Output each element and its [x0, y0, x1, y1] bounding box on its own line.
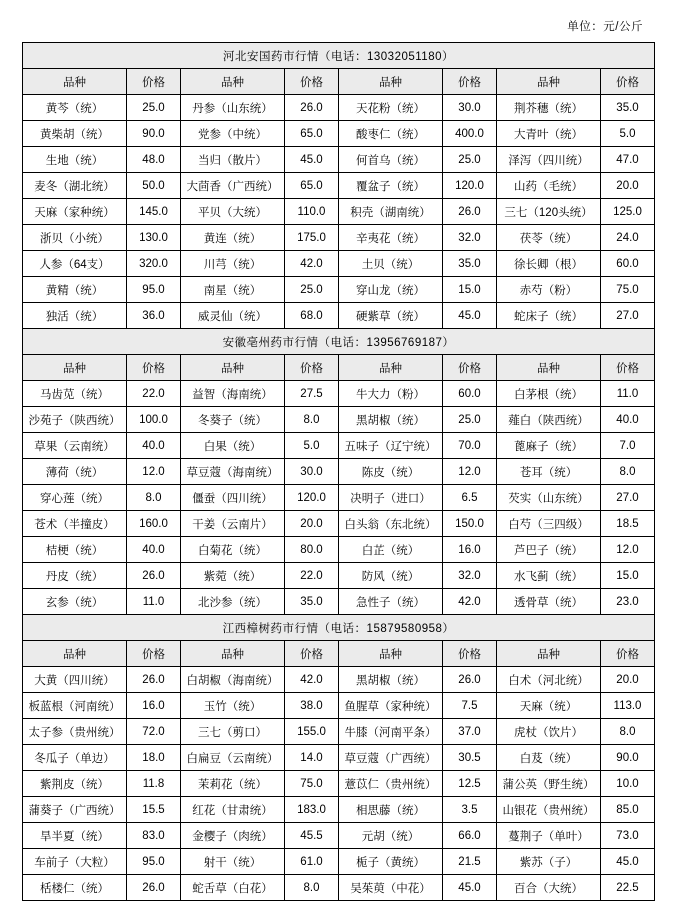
table-row: [23, 251, 655, 277]
herb-name-cell: 芦巴子（统）: [497, 537, 601, 563]
table-row: [23, 147, 655, 173]
section-title: 河北安国药市行情（电话：13032051180）: [23, 43, 655, 69]
herb-price-cell: 22.0: [285, 563, 339, 589]
herb-price-cell: 400.0: [443, 121, 497, 147]
herb-name-cell: 大青叶（统）: [497, 121, 601, 147]
herb-name-cell: 白术（河北统）: [497, 667, 601, 693]
herb-name-cell: 赤芍（粉）: [497, 277, 601, 303]
herb-name-cell: 黄精（统）: [23, 277, 127, 303]
herb-price-cell: 40.0: [127, 433, 181, 459]
herb-price-cell: 15.0: [443, 277, 497, 303]
herb-name-cell: 牛大力（粉）: [339, 381, 443, 407]
herb-name-cell: 天花粉（统）: [339, 95, 443, 121]
herb-name-cell: 积壳（湖南统）: [339, 199, 443, 225]
herb-price-cell: 125.0: [601, 199, 655, 225]
herb-price-cell: 16.0: [127, 693, 181, 719]
herb-price-cell: 175.0: [285, 225, 339, 251]
herb-name-cell: 苍术（半撞皮）: [23, 511, 127, 537]
herb-price-cell: 120.0: [443, 173, 497, 199]
table-row: [23, 95, 655, 121]
table-row: [23, 823, 655, 849]
herb-price-cell: 18.0: [127, 745, 181, 771]
herb-name-cell: 北沙参（统）: [181, 589, 285, 615]
herb-price-cell: 35.0: [285, 589, 339, 615]
herb-name-cell: 栝楼仁（统）: [23, 875, 127, 901]
herb-name-cell: 元胡（统）: [339, 823, 443, 849]
herb-price-cell: 30.0: [285, 459, 339, 485]
herb-price-cell: 60.0: [443, 381, 497, 407]
herb-price-cell: 36.0: [127, 303, 181, 329]
herb-price-cell: 26.0: [443, 667, 497, 693]
table-row: [23, 459, 655, 485]
herb-name-cell: 草豆蔻（海南统）: [181, 459, 285, 485]
herb-price-cell: 183.0: [285, 797, 339, 823]
table-row: [23, 667, 655, 693]
herb-name-cell: 白芷（统）: [339, 537, 443, 563]
herb-price-cell: 45.5: [285, 823, 339, 849]
herb-name-cell: 射干（统）: [181, 849, 285, 875]
herb-name-cell: 威灵仙（统）: [181, 303, 285, 329]
herb-price-cell: 95.0: [127, 849, 181, 875]
column-header-price: 价格: [127, 69, 181, 95]
herb-price-cell: 75.0: [601, 277, 655, 303]
herb-price-cell: 11.0: [127, 589, 181, 615]
herb-price-cell: 12.0: [127, 459, 181, 485]
herb-price-cell: 22.0: [127, 381, 181, 407]
table-row: [23, 875, 655, 901]
herb-name-cell: 紫荆皮（统）: [23, 771, 127, 797]
column-header-row: [23, 355, 655, 381]
section-title-row: [23, 43, 655, 69]
herb-name-cell: 平贝（大统）: [181, 199, 285, 225]
herb-name-cell: 鱼腥草（家种统）: [339, 693, 443, 719]
column-header-price: 价格: [443, 641, 497, 667]
herb-price-cell: 30.0: [443, 95, 497, 121]
herb-name-cell: 党参（中统）: [181, 121, 285, 147]
column-header-name: 品种: [181, 69, 285, 95]
herb-name-cell: 紫苏（子）: [497, 849, 601, 875]
herb-name-cell: 白果（统）: [181, 433, 285, 459]
herb-price-cell: 60.0: [601, 251, 655, 277]
herb-price-cell: 15.0: [601, 563, 655, 589]
herb-price-cell: 45.0: [443, 303, 497, 329]
herb-price-cell: 24.0: [601, 225, 655, 251]
table-row: [23, 719, 655, 745]
herb-name-cell: 薏苡仁（贵州统）: [339, 771, 443, 797]
unit-note: 单位：元/公斤: [567, 21, 643, 33]
herb-price-cell: 35.0: [443, 251, 497, 277]
herb-price-cell: 5.0: [285, 433, 339, 459]
herb-name-cell: 人参（64支）: [23, 251, 127, 277]
herb-price-cell: 320.0: [127, 251, 181, 277]
herb-price-cell: 20.0: [285, 511, 339, 537]
section-title-row: [23, 615, 655, 641]
herb-price-cell: 70.0: [443, 433, 497, 459]
herb-price-cell: 11.0: [601, 381, 655, 407]
herb-price-cell: 42.0: [285, 667, 339, 693]
column-header-price: 价格: [285, 69, 339, 95]
herb-name-cell: 干姜（云南片）: [181, 511, 285, 537]
herb-price-cell: 11.8: [127, 771, 181, 797]
herb-price-cell: 73.0: [601, 823, 655, 849]
herb-name-cell: 土贝（统）: [339, 251, 443, 277]
herb-name-cell: 独活（统）: [23, 303, 127, 329]
herb-price-cell: 7.5: [443, 693, 497, 719]
herb-price-cell: 7.0: [601, 433, 655, 459]
herb-price-cell: 45.0: [601, 849, 655, 875]
herb-name-cell: 板蓝根（河南统）: [23, 693, 127, 719]
herb-name-cell: 穿心莲（统）: [23, 485, 127, 511]
herb-price-cell: 21.5: [443, 849, 497, 875]
herb-price-cell: 25.0: [285, 277, 339, 303]
herb-name-cell: 桔梗（统）: [23, 537, 127, 563]
table-row: [23, 407, 655, 433]
herb-price-cell: 160.0: [127, 511, 181, 537]
herb-price-cell: 8.0: [601, 719, 655, 745]
herb-name-cell: 急性子（统）: [339, 589, 443, 615]
column-header-name: 品种: [497, 641, 601, 667]
herb-name-cell: 酸枣仁（统）: [339, 121, 443, 147]
herb-name-cell: 黑胡椒（统）: [339, 407, 443, 433]
herb-name-cell: 吴茱萸（中花）: [339, 875, 443, 901]
herb-name-cell: 茯苓（统）: [497, 225, 601, 251]
column-header-price: 价格: [127, 641, 181, 667]
table-row: [23, 225, 655, 251]
herb-price-cell: 12.5: [443, 771, 497, 797]
herb-name-cell: 马齿苋（统）: [23, 381, 127, 407]
column-header-row: [23, 641, 655, 667]
herb-price-cell: 12.0: [443, 459, 497, 485]
herb-price-cell: 25.0: [443, 147, 497, 173]
herb-price-cell: 66.0: [443, 823, 497, 849]
herb-name-cell: 辛夷花（统）: [339, 225, 443, 251]
herb-name-cell: 大黄（四川统）: [23, 667, 127, 693]
herb-price-cell: 3.5: [443, 797, 497, 823]
herb-name-cell: 覆盆子（统）: [339, 173, 443, 199]
table-row: [23, 303, 655, 329]
herb-name-cell: 蓖麻子（统）: [497, 433, 601, 459]
herb-price-cell: 120.0: [285, 485, 339, 511]
herb-name-cell: 白芍（三四级）: [497, 511, 601, 537]
herb-name-cell: 当归（散片）: [181, 147, 285, 173]
herb-price-cell: 90.0: [127, 121, 181, 147]
column-header-name: 品种: [181, 641, 285, 667]
table-row: [23, 121, 655, 147]
herb-price-cell: 25.0: [443, 407, 497, 433]
herb-name-cell: 蛇床子（统）: [497, 303, 601, 329]
section-title-row: [23, 329, 655, 355]
column-header-name: 品种: [339, 69, 443, 95]
herb-name-cell: 丹参（山东统）: [181, 95, 285, 121]
herb-name-cell: 太子参（贵州统）: [23, 719, 127, 745]
table-row: [23, 849, 655, 875]
herb-name-cell: 透骨草（统）: [497, 589, 601, 615]
herb-name-cell: 蒲葵子（广西统）: [23, 797, 127, 823]
herb-name-cell: 防风（统）: [339, 563, 443, 589]
column-header-price: 价格: [601, 641, 655, 667]
herb-price-cell: 145.0: [127, 199, 181, 225]
column-header-name: 品种: [181, 355, 285, 381]
herb-name-cell: 冬瓜子（单边）: [23, 745, 127, 771]
herb-name-cell: 红花（甘肃统）: [181, 797, 285, 823]
table-row: [23, 199, 655, 225]
table-row: [23, 693, 655, 719]
herb-price-cell: 23.0: [601, 589, 655, 615]
herb-name-cell: 紫菀（统）: [181, 563, 285, 589]
herb-name-cell: 虎杖（饮片）: [497, 719, 601, 745]
herb-price-cell: 27.5: [285, 381, 339, 407]
herb-price-cell: 10.0: [601, 771, 655, 797]
column-header-name: 品种: [339, 355, 443, 381]
herb-price-cell: 5.0: [601, 121, 655, 147]
herb-price-cell: 40.0: [601, 407, 655, 433]
table-row: [23, 485, 655, 511]
herb-name-cell: 水飞蓟（统）: [497, 563, 601, 589]
column-header-name: 品种: [497, 355, 601, 381]
herb-name-cell: 三七（120头统）: [497, 199, 601, 225]
herb-price-cell: 35.0: [601, 95, 655, 121]
column-header-price: 价格: [601, 69, 655, 95]
herb-name-cell: 徐长卿（根）: [497, 251, 601, 277]
column-header-name: 品种: [23, 641, 127, 667]
herb-price-cell: 48.0: [127, 147, 181, 173]
column-header-price: 价格: [285, 355, 339, 381]
herb-price-cell: 22.5: [601, 875, 655, 901]
herb-name-cell: 泽泻（四川统）: [497, 147, 601, 173]
herb-price-cell: 155.0: [285, 719, 339, 745]
table-row: [23, 797, 655, 823]
herb-name-cell: 僵蚕（四川统）: [181, 485, 285, 511]
column-header-price: 价格: [285, 641, 339, 667]
herb-name-cell: 决明子（进口）: [339, 485, 443, 511]
herb-name-cell: 玉竹（统）: [181, 693, 285, 719]
herb-name-cell: 天麻（统）: [497, 693, 601, 719]
herb-price-cell: 90.0: [601, 745, 655, 771]
herb-price-cell: 6.5: [443, 485, 497, 511]
herb-name-cell: 黄芩（统）: [23, 95, 127, 121]
herb-name-cell: 丹皮（统）: [23, 563, 127, 589]
herb-name-cell: 草果（云南统）: [23, 433, 127, 459]
herb-name-cell: 白菊花（统）: [181, 537, 285, 563]
herb-name-cell: 百合（大统）: [497, 875, 601, 901]
herb-price-cell: 113.0: [601, 693, 655, 719]
herb-price-cell: 68.0: [285, 303, 339, 329]
herb-name-cell: 栀子（黄统）: [339, 849, 443, 875]
herb-name-cell: 黄柴胡（统）: [23, 121, 127, 147]
herb-name-cell: 浙贝（小统）: [23, 225, 127, 251]
herb-name-cell: 茉莉花（统）: [181, 771, 285, 797]
herb-price-cell: 75.0: [285, 771, 339, 797]
herb-name-cell: 山银花（贵州统）: [497, 797, 601, 823]
herb-price-cell: 100.0: [127, 407, 181, 433]
herb-price-cell: 26.0: [127, 875, 181, 901]
herb-price-cell: 20.0: [601, 173, 655, 199]
herb-price-cell: 8.0: [285, 407, 339, 433]
column-header-price: 价格: [443, 355, 497, 381]
herb-price-cell: 150.0: [443, 511, 497, 537]
herb-name-cell: 蒲公英（野生统）: [497, 771, 601, 797]
herb-name-cell: 沙苑子（陕西统）: [23, 407, 127, 433]
column-header-price: 价格: [127, 355, 181, 381]
section-title: 江西樟树药市行情（电话：15879580958）: [23, 615, 655, 641]
herb-name-cell: 白芨（统）: [497, 745, 601, 771]
herb-name-cell: 白茅根（统）: [497, 381, 601, 407]
table-row: [23, 771, 655, 797]
herb-price-cell: 42.0: [443, 589, 497, 615]
herb-price-cell: 27.0: [601, 303, 655, 329]
table-row: [23, 381, 655, 407]
herb-name-cell: 何首乌（统）: [339, 147, 443, 173]
table-row: [23, 433, 655, 459]
herb-price-cell: 26.0: [285, 95, 339, 121]
herb-price-cell: 27.0: [601, 485, 655, 511]
herb-name-cell: 荆芥穗（统）: [497, 95, 601, 121]
column-header-price: 价格: [443, 69, 497, 95]
herb-price-cell: 45.0: [285, 147, 339, 173]
herb-price-cell: 32.0: [443, 563, 497, 589]
herb-price-cell: 40.0: [127, 537, 181, 563]
herb-name-cell: 大茴香（广西统）: [181, 173, 285, 199]
table-row: [23, 277, 655, 303]
herb-price-cell: 47.0: [601, 147, 655, 173]
herb-price-cell: 61.0: [285, 849, 339, 875]
herb-name-cell: 川芎（统）: [181, 251, 285, 277]
herb-price-cell: 16.0: [443, 537, 497, 563]
herb-price-cell: 25.0: [127, 95, 181, 121]
herb-price-cell: 26.0: [127, 667, 181, 693]
herb-name-cell: 生地（统）: [23, 147, 127, 173]
herb-name-cell: 南星（统）: [181, 277, 285, 303]
herb-price-cell: 42.0: [285, 251, 339, 277]
herb-price-cell: 72.0: [127, 719, 181, 745]
herb-name-cell: 牛膝（河南平条）: [339, 719, 443, 745]
herb-name-cell: 车前子（大粒）: [23, 849, 127, 875]
herb-price-cell: 95.0: [127, 277, 181, 303]
herb-name-cell: 草豆蔻（广西统）: [339, 745, 443, 771]
herb-price-cell: 32.0: [443, 225, 497, 251]
herb-price-cell: 45.0: [443, 875, 497, 901]
herb-price-cell: 65.0: [285, 173, 339, 199]
column-header-row: [23, 69, 655, 95]
table-row: [23, 589, 655, 615]
herb-price-cell: 30.5: [443, 745, 497, 771]
herb-price-cell: 20.0: [601, 667, 655, 693]
herb-name-cell: 蛇舌草（白花）: [181, 875, 285, 901]
herb-name-cell: 益智（海南统）: [181, 381, 285, 407]
herb-name-cell: 薄荷（统）: [23, 459, 127, 485]
table-row: [23, 563, 655, 589]
herb-name-cell: 黄连（统）: [181, 225, 285, 251]
herb-name-cell: 金樱子（肉统）: [181, 823, 285, 849]
table-row: [23, 745, 655, 771]
herb-price-cell: 8.0: [127, 485, 181, 511]
table-row: [23, 173, 655, 199]
column-header-name: 品种: [23, 69, 127, 95]
herb-price-cell: 14.0: [285, 745, 339, 771]
market-price-table: [22, 42, 655, 901]
herb-price-cell: 26.0: [443, 199, 497, 225]
table-row: [23, 537, 655, 563]
herb-name-cell: 相思藤（统）: [339, 797, 443, 823]
herb-name-cell: 薤白（陕西统）: [497, 407, 601, 433]
section-title: 安徽亳州药市行情（电话：13956769187）: [23, 329, 655, 355]
herb-name-cell: 陈皮（统）: [339, 459, 443, 485]
herb-price-cell: 85.0: [601, 797, 655, 823]
herb-name-cell: 苍耳（统）: [497, 459, 601, 485]
herb-price-cell: 80.0: [285, 537, 339, 563]
herb-name-cell: 五味子（辽宁统）: [339, 433, 443, 459]
herb-name-cell: 麦冬（湖北统）: [23, 173, 127, 199]
herb-price-cell: 50.0: [127, 173, 181, 199]
herb-price-cell: 130.0: [127, 225, 181, 251]
herb-price-cell: 83.0: [127, 823, 181, 849]
column-header-price: 价格: [601, 355, 655, 381]
herb-price-cell: 26.0: [127, 563, 181, 589]
herb-name-cell: 三七（剪口）: [181, 719, 285, 745]
herb-price-cell: 8.0: [601, 459, 655, 485]
herb-name-cell: 白胡椒（海南统）: [181, 667, 285, 693]
herb-name-cell: 白头翁（东北统）: [339, 511, 443, 537]
herb-price-cell: 8.0: [285, 875, 339, 901]
column-header-name: 品种: [23, 355, 127, 381]
herb-price-cell: 38.0: [285, 693, 339, 719]
table-row: [23, 511, 655, 537]
herb-price-cell: 65.0: [285, 121, 339, 147]
herb-price-cell: 18.5: [601, 511, 655, 537]
herb-name-cell: 白扁豆（云南统）: [181, 745, 285, 771]
herb-price-cell: 37.0: [443, 719, 497, 745]
herb-price-cell: 12.0: [601, 537, 655, 563]
herb-name-cell: 穿山龙（统）: [339, 277, 443, 303]
herb-name-cell: 黑胡椒（统）: [339, 667, 443, 693]
table-body: [23, 43, 655, 901]
herb-name-cell: 芡实（山东统）: [497, 485, 601, 511]
herb-price-cell: 110.0: [285, 199, 339, 225]
herb-name-cell: 玄参（统）: [23, 589, 127, 615]
herb-name-cell: 山药（毛统）: [497, 173, 601, 199]
herb-name-cell: 旱半夏（统）: [23, 823, 127, 849]
herb-name-cell: 蔓荆子（单叶）: [497, 823, 601, 849]
herb-name-cell: 硬紫草（统）: [339, 303, 443, 329]
herb-name-cell: 冬葵子（统）: [181, 407, 285, 433]
herb-name-cell: 天麻（家种统）: [23, 199, 127, 225]
herb-price-cell: 15.5: [127, 797, 181, 823]
column-header-name: 品种: [339, 641, 443, 667]
column-header-name: 品种: [497, 69, 601, 95]
